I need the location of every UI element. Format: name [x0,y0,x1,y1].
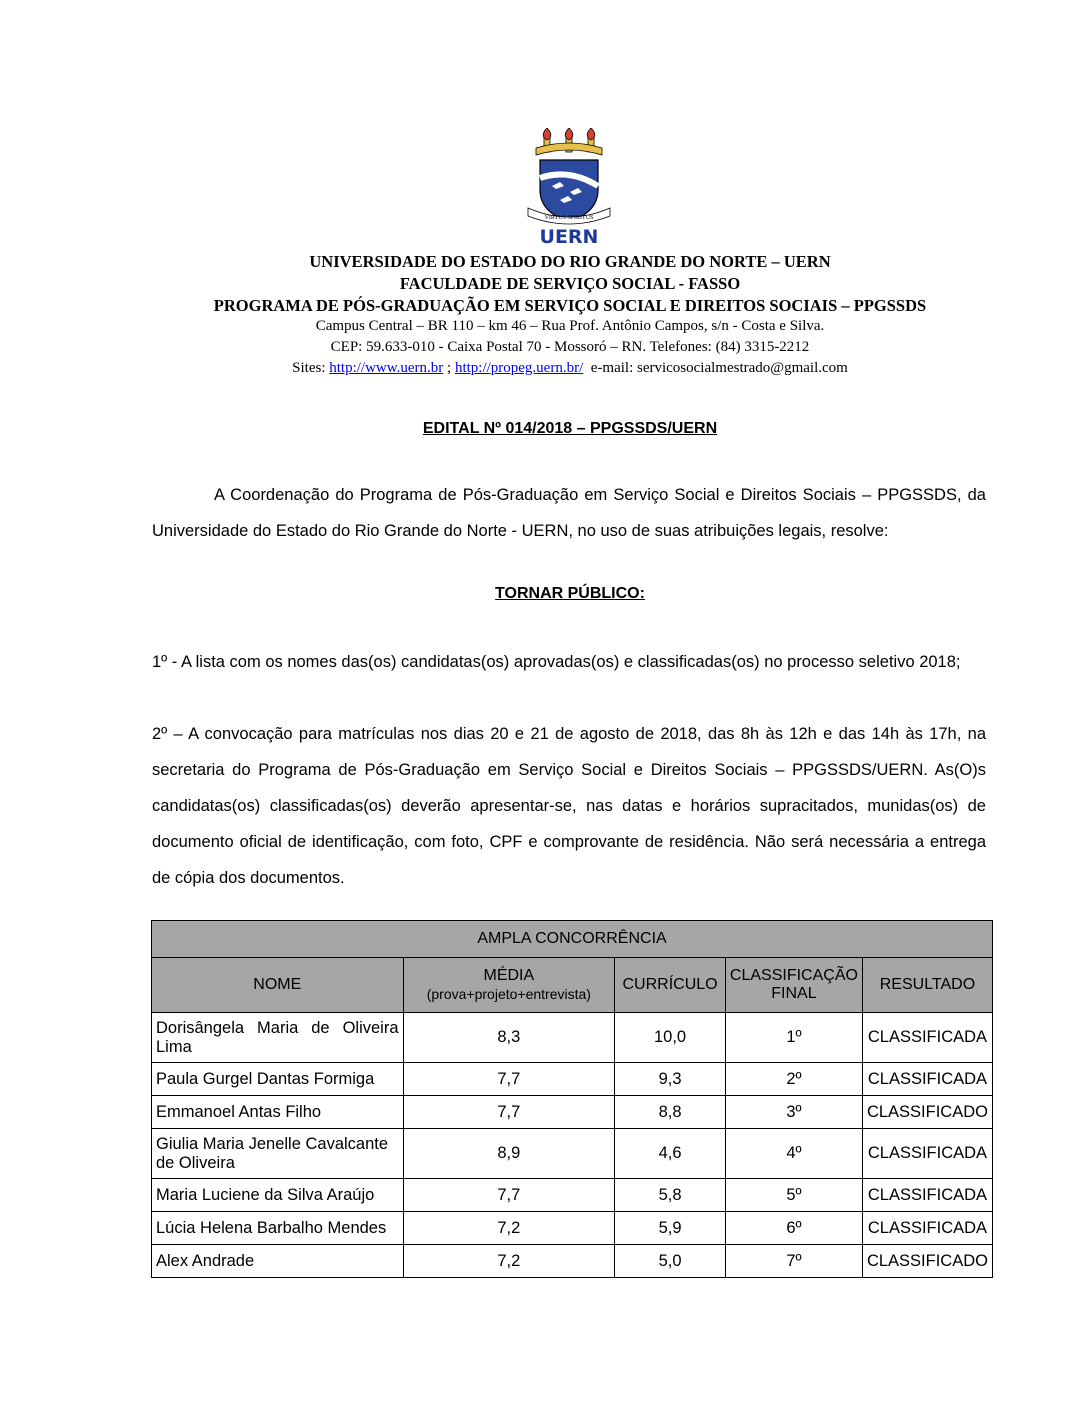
cell-curriculo: 10,0 [615,1013,726,1063]
edital-title: EDITAL Nº 014/2018 – PPGSSDS/UERN [422,420,718,437]
header-address: Campus Central – BR 110 – km 46 – Rua Prof. Antônio Campos, s/n - Costa e Silva. [315,318,825,334]
sites-label: Sites: [292,360,326,376]
header-faculty: FACULDADE DE SERVIÇO SOCIAL - FASSO [399,274,741,293]
item-2-paragraph: 2º – A convocação para matrículas nos dias 20 e 21 de agosto de 2018, das 8h às 12h e das 14h às 17h, na secretaria do Programa de Pós-Graduação em Serviço Social e Direitos Sociais – PPGSSDS/UERN. As(O)s candidatas(os) classificadas(os) deverão apresentar-se, nas datas e horários supracitados, munidas(os) de documento oficial de identificação, com foto, CPF e comprovante de residência. Não será necessária a entrega de cópia dos documentos. [152,725,986,887]
cell-media: 8,3 [403,1013,615,1063]
table-header-row [152,958,993,1013]
cell-resultado: CLASSIFICADO [862,1245,992,1278]
cell-classificacao: 4º [725,1129,862,1179]
cell-curriculo: 5,9 [615,1212,726,1245]
cell-media: 7,7 [403,1179,615,1212]
cell-classificacao: 2º [725,1063,862,1096]
table-caption-row [152,921,993,958]
cell-classificacao: 7º [725,1245,862,1278]
cell-nome: Maria Luciene da Silva Araújo [152,1179,404,1212]
cell-classificacao: 6º [725,1212,862,1245]
table-row [152,1212,993,1245]
col-header-nome: NOME [152,958,404,1013]
table-row [152,1129,993,1179]
cell-media: 7,7 [403,1096,615,1129]
cell-curriculo: 5,0 [615,1245,726,1278]
header-university: UNIVERSIDADE DO ESTADO DO RIO GRANDE DO NORTE – UERN [309,252,831,271]
cell-curriculo: 8,8 [615,1096,726,1129]
cell-media: 8,9 [403,1129,615,1179]
sites-separator: ; [447,360,452,376]
logo-text: UERN [539,226,599,246]
site-uern-link[interactable]: http://www.uern.br [329,360,444,376]
intro-paragraph: A Coordenação do Programa de Pós-Graduação em Serviço Social e Direitos Sociais – PPGSSDS, da Universidade do Estado do Rio Grande do Norte - UERN, no uso de suas atribuições legais, resolve: [152,486,986,540]
table-caption: AMPLA CONCORRÊNCIA [152,921,993,958]
col-header-curriculo: CURRÍCULO [615,958,726,1013]
site-propeg-link[interactable]: http://propeg.uern.br/ [454,360,584,376]
cell-nome: Giulia Maria Jenelle Cavalcante de Oliveira [152,1129,404,1179]
cell-classificacao: 1º [725,1013,862,1063]
torch-icon [536,128,602,155]
cell-resultado: CLASSIFICADA [862,1013,992,1063]
cell-nome: Paula Gurgel Dantas Formiga [152,1063,404,1096]
col-header-resultado: RESULTADO [862,958,992,1013]
header-sites [120,360,1020,377]
table-row [152,1245,993,1278]
tornar-publico-heading: TORNAR PÚBLICO: [495,585,645,602]
col-header-media [403,958,615,1013]
col-header-media-sub: (prova+projeto+entrevista) [426,986,591,1002]
cell-resultado: CLASSIFICADA [862,1063,992,1096]
cell-curriculo: 4,6 [615,1129,726,1179]
logo-motto: VIRTUS SPIRITUS [544,215,594,221]
cell-resultado: CLASSIFICADA [862,1212,992,1245]
email-text: e-mail: servicosocialmestrado@gmail.com [590,360,848,376]
header-program: PROGRAMA DE PÓS-GRADUAÇÃO EM SERVIÇO SOCIAL E DIREITOS SOCIAIS – PPGSSDS [213,296,927,315]
col-header-media-label: MÉDIA [483,967,535,984]
cell-media: 7,2 [403,1212,615,1245]
cell-nome: Dorisângela Maria de Oliveira Lima [152,1013,404,1063]
cell-resultado: CLASSIFICADA [862,1129,992,1179]
col-header-classificacao: CLASSIFICAÇÃO FINAL [725,958,862,1013]
results-table [151,920,993,1278]
table-row [152,1096,993,1129]
item-1-paragraph: 1º - A lista com os nomes das(os) candidatas(os) aprovadas(os) e classificadas(os) no processo seletivo 2018; [152,653,961,671]
cell-nome: Alex Andrade [152,1245,404,1278]
cell-resultado: CLASSIFICADO [862,1096,992,1129]
cell-nome: Emmanoel Antas Filho [152,1096,404,1129]
table-row [152,1013,993,1063]
cell-curriculo: 5,8 [615,1179,726,1212]
uern-logo [522,128,616,246]
cell-classificacao: 5º [725,1179,862,1212]
table-row [152,1179,993,1212]
cell-resultado: CLASSIFICADA [862,1179,992,1212]
header-cep: CEP: 59.633-010 - Caixa Postal 70 - Mossoró – RN. Telefones: (84) 3315-2212 [330,339,810,355]
shield-icon [540,160,598,222]
cell-media: 7,2 [403,1245,615,1278]
cell-nome: Lúcia Helena Barbalho Mendes [152,1212,404,1245]
table-row [152,1063,993,1096]
cell-media: 7,7 [403,1063,615,1096]
cell-classificacao: 3º [725,1096,862,1129]
cell-curriculo: 9,3 [615,1063,726,1096]
